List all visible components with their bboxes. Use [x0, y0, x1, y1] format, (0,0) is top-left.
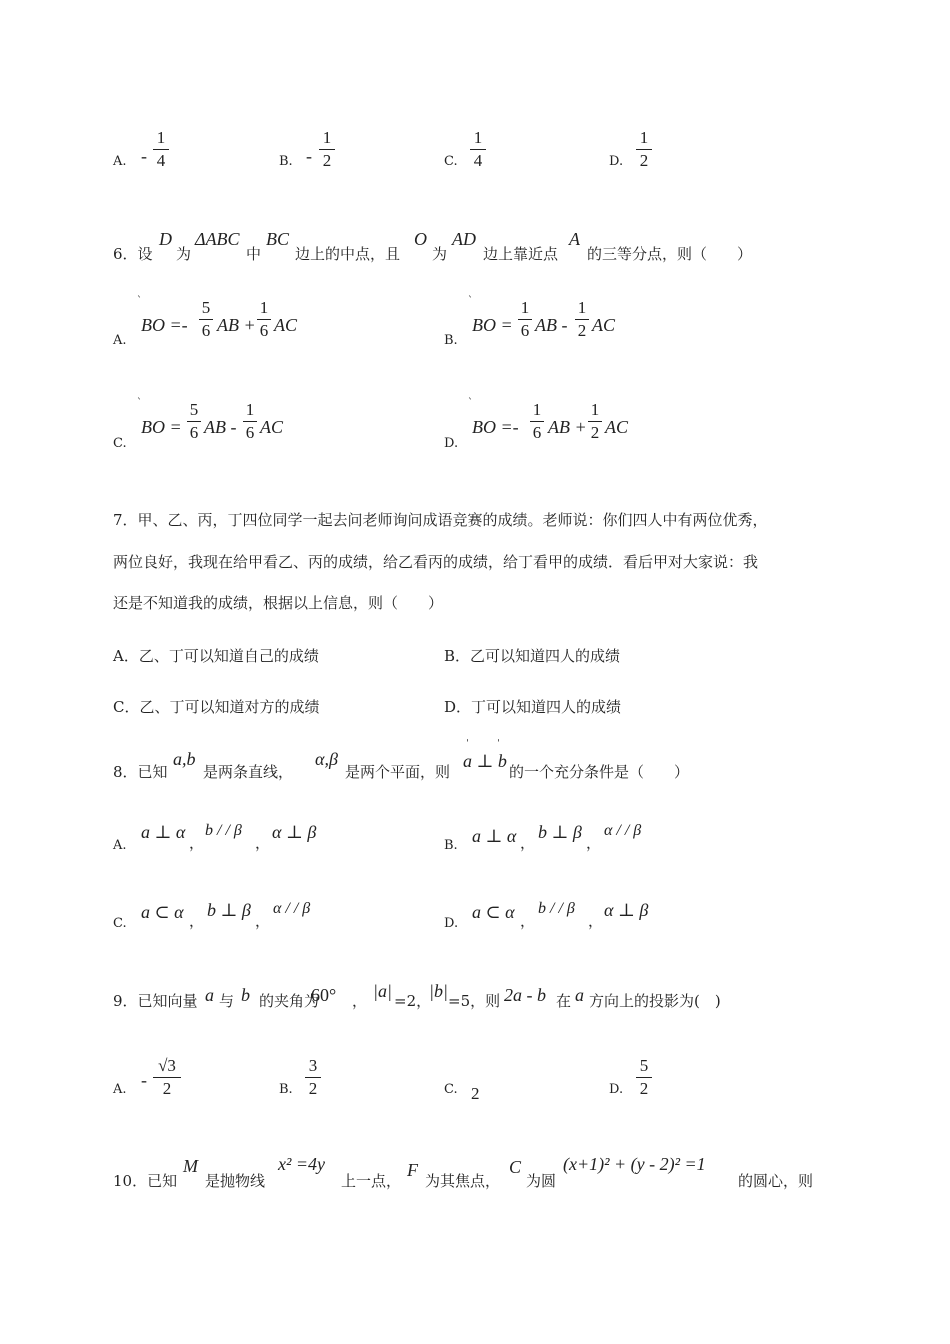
q6-option-a-end: AC [274, 315, 298, 335]
q9-option-d-label: D. [609, 1082, 624, 1097]
q10-circle-equation: (x+1)² + (y - 2)² =1 [563, 1154, 706, 1174]
q9-var-a-2: a [575, 985, 584, 1005]
q5-option-b-label: B. [279, 154, 293, 169]
q6-option-a-lhs: BO =- [141, 315, 188, 335]
q6-option-d-mid: AB + [548, 417, 587, 437]
q9-angle: 60° [311, 985, 337, 1005]
q8-option-a-comma-1: ， [189, 834, 205, 852]
q6-text-3: 中 [246, 245, 262, 263]
q9-text-3: 的夹角为 [259, 992, 320, 1010]
q9-abs-b: |b| [429, 981, 448, 1001]
q9-text-6: =5，则 [448, 992, 501, 1010]
q8-option-d-p2: b / / β [538, 900, 575, 917]
q10-parabola-equation: x² =4y [278, 1154, 326, 1174]
q9-option-a-fraction: √3 2 [153, 1056, 181, 1099]
q6-option-a-vector-mark: ˋ [137, 296, 142, 307]
q9-text-8: 方向上的投影为( ) [589, 992, 721, 1010]
q6-option-b-label: B. [444, 333, 458, 348]
q5-option-d-fraction: 1 2 [636, 128, 652, 171]
q7-line-3: 还是不知道我的成绩，根据以上信息，则（ ） [113, 594, 444, 612]
q9-text-4: ， [352, 992, 368, 1010]
q8-option-b-comma-2: ， [586, 834, 602, 852]
q10-var-m: M [183, 1156, 198, 1176]
q9-text-5: =2， [394, 992, 432, 1010]
q6-option-b-vector-mark: ˋ [468, 296, 473, 307]
q8-perp-condition: a ⊥ b [463, 751, 507, 771]
q8-option-a-label: A. [113, 838, 127, 853]
q5-option-a-label: A. [113, 154, 127, 169]
q7-option-b: B．乙可以知道四人的成绩 [444, 647, 621, 665]
q6-text-7: 的三等分点，则（ ） [587, 245, 753, 263]
q6-option-a-frac-2: 1 6 [257, 298, 271, 341]
q6-text-4: 边上的中点，且 [295, 245, 401, 263]
q9-option-c-label: C. [444, 1082, 458, 1097]
q6-option-c-frac-1: 5 6 [187, 400, 201, 443]
q8-option-a-comma-2: ， [255, 834, 271, 852]
q9-text-7: 在 [556, 992, 572, 1010]
q5-option-a-sign: - [141, 146, 147, 166]
q6-option-b-end: AC [592, 315, 616, 335]
q9-var-a: a [205, 985, 214, 1005]
q8-option-c-comma-2: ， [255, 912, 271, 930]
q7-option-d: D．丁可以知道四人的成绩 [444, 698, 622, 716]
q6-option-b-frac-1: 1 6 [518, 298, 532, 341]
q10-text-4: 为其焦点， [425, 1172, 501, 1190]
q5-option-b-sign: - [306, 146, 312, 166]
q6-option-d-label: D. [444, 436, 459, 451]
q7-option-a: A．乙、丁可以知道自己的成绩 [113, 647, 319, 665]
q8-option-b-comma-1: ， [520, 834, 536, 852]
q10-var-f: F [407, 1160, 418, 1180]
q6-option-d-vector-mark: ˋ [468, 398, 473, 409]
q8-var-alpha-beta: α,β [315, 749, 338, 769]
q5-option-b-fraction: 1 2 [319, 128, 335, 171]
q8-option-b-p3: α / / β [604, 822, 642, 839]
q9-option-a-sign: - [141, 1070, 147, 1090]
q5-option-c-fraction: 1 4 [470, 128, 486, 171]
q9-option-b-fraction: 3 2 [305, 1056, 321, 1099]
q8-option-d-label: D. [444, 916, 459, 931]
q8-option-d-p1: a ⊂ α [472, 902, 515, 922]
q7-option-c: C．乙、丁可以知道对方的成绩 [113, 698, 320, 716]
q6-option-a-label: A. [113, 333, 127, 348]
q6-option-b-mid: AB - [535, 315, 568, 335]
q9-option-a-label: A. [113, 1082, 127, 1097]
q10-text-1: 10．已知 [113, 1172, 178, 1190]
q8-option-b-p2: b ⊥ β [538, 822, 582, 842]
q6-option-a-frac-1: 5 6 [199, 298, 213, 341]
q8-option-c-p3: α / / β [273, 900, 311, 917]
q8-option-d-comma-2: ， [588, 912, 604, 930]
q8-option-a-p3: α ⊥ β [272, 822, 317, 842]
q9-option-c-value: 2 [471, 1084, 480, 1103]
q7-line-2: 两位良好，我现在给甲看乙、丙的成绩，给乙看丙的成绩，给丁看甲的成绩．看后甲对大家说：我 [113, 553, 759, 571]
q6-text-2: 为 [176, 245, 192, 263]
q6-option-b-frac-2: 1 2 [575, 298, 589, 341]
q8-option-c-comma-1: ， [189, 912, 205, 930]
q5-option-c-label: C. [444, 154, 458, 169]
q8-vector-mark-a: ˈ [466, 739, 469, 750]
q6-option-a-mid: AB + [217, 315, 256, 335]
q8-text-3: 是两个平面，则 [345, 763, 451, 781]
q8-option-c-label: C. [113, 916, 127, 931]
q10-text-3: 上一点， [341, 1172, 402, 1190]
q10-var-c: C [509, 1157, 522, 1177]
q6-option-c-vector-mark: ˋ [137, 398, 142, 409]
q8-option-d-comma-1: ， [520, 912, 536, 930]
q9-option-d-fraction: 5 2 [636, 1056, 652, 1099]
q8-option-b-p1: a ⊥ α [472, 826, 517, 846]
q9-text-1: 9．已知向量 [113, 992, 198, 1010]
q6-triangle-abc: ΔABC [195, 229, 240, 249]
q8-option-d-p3: α ⊥ β [604, 900, 649, 920]
q6-option-c-lhs: BO = [141, 417, 182, 437]
q6-var-o: O [414, 229, 427, 249]
q6-var-d: D [159, 229, 172, 249]
q6-option-d-frac-2: 1 2 [588, 400, 602, 443]
q10-text-2: 是抛物线 [205, 1172, 266, 1190]
q6-option-c-end: AC [260, 417, 284, 437]
q7-line-1: 7．甲、乙、丙，丁四位同学一起去问老师询问成语竞赛的成绩。老师说：你们四人中有两位优秀， [113, 511, 768, 529]
q8-option-a-p1: a ⊥ α [141, 822, 186, 842]
q6-option-c-label: C. [113, 436, 127, 451]
q6-text-5: 为 [432, 245, 448, 263]
q6-text-1: 6．设 [113, 245, 153, 263]
q8-vector-mark-b: ˈ [497, 739, 500, 750]
q5-option-d-label: D. [609, 154, 624, 169]
q6-option-c-mid: AB - [204, 417, 237, 437]
q8-text-4: 的一个充分条件是（ ） [509, 763, 690, 781]
q8-option-b-label: B. [444, 838, 458, 853]
q6-option-d-end: AC [605, 417, 629, 437]
q6-var-a: A [569, 229, 580, 249]
q10-text-5: 为圆 [526, 1172, 557, 1190]
q9-text-2: 与 [219, 992, 235, 1010]
q6-option-d-lhs: BO =- [472, 417, 519, 437]
q8-var-ab: a,b [173, 749, 196, 769]
q10-text-6: 的圆心，则 [738, 1172, 814, 1190]
q8-option-a-p2: b / / β [205, 822, 242, 839]
q6-text-6: 边上靠近点 [483, 245, 559, 263]
q6-option-d-frac-1: 1 6 [530, 400, 544, 443]
q5-option-a-fraction: 1 4 [153, 128, 169, 171]
q8-option-c-p2: b ⊥ β [207, 900, 251, 920]
q9-expression: 2a - b [504, 985, 546, 1005]
q8-text-2: 是两条直线， [203, 763, 294, 781]
q8-text-1: 8．已知 [113, 763, 168, 781]
q6-option-c-frac-2: 1 6 [243, 400, 257, 443]
q9-var-b: b [241, 985, 250, 1005]
q6-var-bc: BC [266, 229, 290, 249]
q9-option-b-label: B. [279, 1082, 293, 1097]
q9-abs-a: |a| [373, 981, 392, 1001]
q8-option-c-p1: a ⊂ α [141, 902, 184, 922]
q6-var-ad: AD [452, 229, 476, 249]
q6-option-b-lhs: BO = [472, 315, 513, 335]
